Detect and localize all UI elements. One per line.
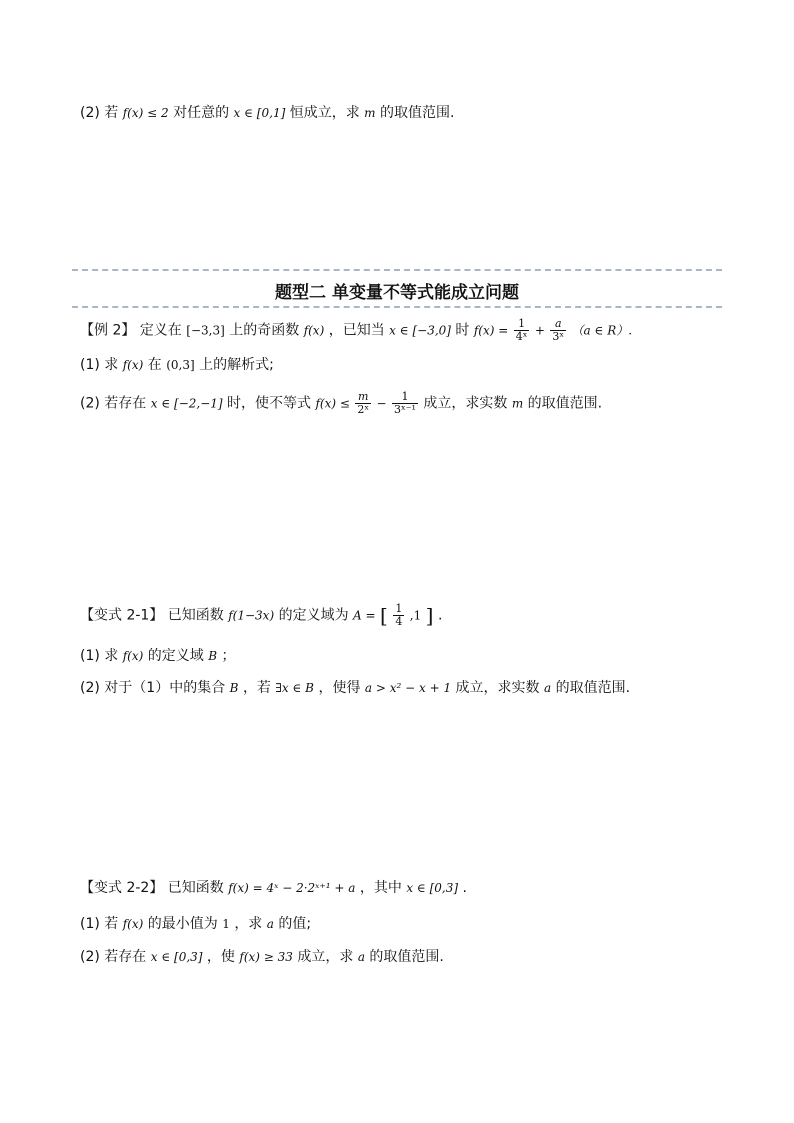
text: ，求 bbox=[234, 916, 263, 932]
math-inequality: a > x² − x + 1 bbox=[364, 681, 452, 695]
text: ； bbox=[221, 648, 236, 664]
text: 的取值范围. bbox=[380, 105, 455, 121]
q-label: (1) 求 bbox=[80, 357, 119, 373]
denominator: 4ˣ bbox=[515, 330, 528, 343]
numerator: 1 bbox=[514, 318, 530, 331]
math-op: − bbox=[376, 396, 387, 411]
math-var: a bbox=[266, 917, 274, 931]
bracket-left: [ bbox=[380, 603, 388, 628]
text: 时，使不等式 bbox=[227, 395, 312, 412]
numerator: a bbox=[550, 318, 566, 331]
bracket-right: ] bbox=[425, 603, 434, 628]
section-divider bbox=[72, 269, 722, 271]
math-var: a bbox=[544, 681, 552, 695]
numerator: 1 bbox=[392, 391, 418, 404]
text: 的取值范围. bbox=[555, 680, 631, 696]
numerator: m bbox=[355, 391, 371, 404]
math-fdef: f(x) = bbox=[473, 323, 509, 338]
variant-2-1-part-2 bbox=[80, 678, 630, 698]
math-set: A = bbox=[353, 608, 376, 623]
text: ，其中 bbox=[359, 880, 402, 896]
text: . bbox=[462, 880, 467, 896]
variant-2-2-part-1 bbox=[80, 914, 311, 934]
variant-2-1-stem bbox=[80, 603, 442, 628]
example-tag: 【例 2】 bbox=[80, 322, 136, 339]
text: 的定义域 bbox=[147, 648, 204, 664]
q-label: (2) 若存在 bbox=[80, 949, 147, 965]
text: 成立，求实数 bbox=[423, 395, 508, 412]
text: ，若 bbox=[242, 680, 271, 696]
text: 对任意的 bbox=[173, 105, 230, 121]
text: 的最小值为 bbox=[147, 916, 218, 932]
q-label: (2) 若存在 bbox=[80, 395, 147, 412]
variant-2-2-stem bbox=[80, 878, 467, 898]
text: 的值; bbox=[278, 916, 312, 932]
math-condition: x ∈ [−3,0] bbox=[389, 323, 451, 338]
text: 已知函数 bbox=[167, 880, 224, 896]
fraction bbox=[355, 391, 371, 416]
math-inequality: f(x) ≥ 33 bbox=[239, 950, 293, 964]
text: ，使 bbox=[206, 949, 235, 965]
math-var: m bbox=[511, 396, 524, 411]
example-2-stem bbox=[80, 318, 632, 343]
section-divider bbox=[72, 306, 722, 308]
q-label: (1) 求 bbox=[80, 648, 119, 664]
math-f: f(1−3x) bbox=[228, 608, 275, 623]
numerator: 1 bbox=[395, 602, 403, 615]
math-exist: ∃x ∈ B bbox=[275, 681, 314, 695]
math-interval: x ∈ [0,3] bbox=[406, 881, 459, 895]
fraction bbox=[514, 318, 530, 343]
text: ，已知当 bbox=[328, 322, 385, 339]
section-title: 题型二 单变量不等式能成立问题 bbox=[275, 283, 519, 303]
text: 在 bbox=[147, 357, 162, 373]
q-label: (1) 若 bbox=[80, 916, 119, 932]
text: 上的解析式; bbox=[199, 357, 274, 373]
text: . bbox=[437, 607, 443, 624]
text: 已知函数 bbox=[167, 607, 224, 624]
question-2-top bbox=[80, 103, 454, 123]
math-var: B bbox=[208, 649, 218, 663]
example-2-part-2 bbox=[80, 391, 602, 416]
fraction bbox=[393, 603, 404, 628]
math-value: 1 bbox=[222, 917, 230, 931]
variant-tag: 【变式 2-2】 bbox=[80, 880, 164, 896]
text: ，使得 bbox=[318, 680, 361, 696]
math-interval: x ∈ [0,1] bbox=[233, 106, 286, 120]
q-label: (2) 若 bbox=[80, 105, 119, 121]
variant-2-1-part-1 bbox=[80, 646, 236, 666]
fraction bbox=[392, 391, 418, 416]
math-fx: f(x) bbox=[122, 358, 144, 372]
text: 的取值范围. bbox=[527, 395, 603, 412]
example-2-part-1 bbox=[80, 355, 274, 375]
math-fx: f(x) bbox=[122, 649, 144, 663]
math-interval: x ∈ [−2,−1] bbox=[150, 396, 223, 411]
math-var: m bbox=[364, 106, 376, 120]
math-fx: f(x) bbox=[122, 917, 144, 931]
variant-tag: 【变式 2-1】 bbox=[80, 607, 164, 624]
text: 时 bbox=[455, 322, 470, 339]
denominator: 2ˣ bbox=[357, 403, 370, 416]
math-fx: f(x) bbox=[303, 323, 325, 338]
denominator: 3ˣ⁻¹ bbox=[394, 403, 416, 416]
text: 定义在 bbox=[139, 322, 182, 339]
math-param: （a ∈ R）. bbox=[571, 323, 633, 338]
math-rest: ,1 bbox=[409, 608, 422, 623]
math-condition: f(x) ≤ 2 bbox=[122, 106, 169, 120]
variant-2-2-part-2 bbox=[80, 947, 444, 967]
text: 成立，求实数 bbox=[455, 680, 540, 696]
math-interval: (0,3] bbox=[166, 358, 195, 372]
math-interval: x ∈ [0,3] bbox=[150, 950, 203, 964]
math-op: + bbox=[534, 323, 545, 338]
text: 成立，求 bbox=[297, 949, 354, 965]
denominator: 3ˣ bbox=[552, 330, 565, 343]
math-fdef: f(x) = 4ˣ − 2·2ˣ⁺¹ + a bbox=[228, 881, 356, 895]
text: 恒成立，求 bbox=[289, 105, 360, 121]
text: 上的奇函数 bbox=[229, 322, 300, 339]
math-inequality: f(x) ≤ bbox=[315, 396, 350, 411]
text: 的定义域为 bbox=[278, 607, 349, 624]
math-domain: [−3,3] bbox=[186, 323, 225, 338]
text: 的取值范围. bbox=[369, 949, 444, 965]
denominator: 4 bbox=[395, 615, 403, 628]
math-var: a bbox=[357, 950, 365, 964]
fraction bbox=[550, 318, 566, 343]
q-label: (2) 对于（1）中的集合 bbox=[80, 680, 226, 696]
math-var: B bbox=[229, 681, 239, 695]
